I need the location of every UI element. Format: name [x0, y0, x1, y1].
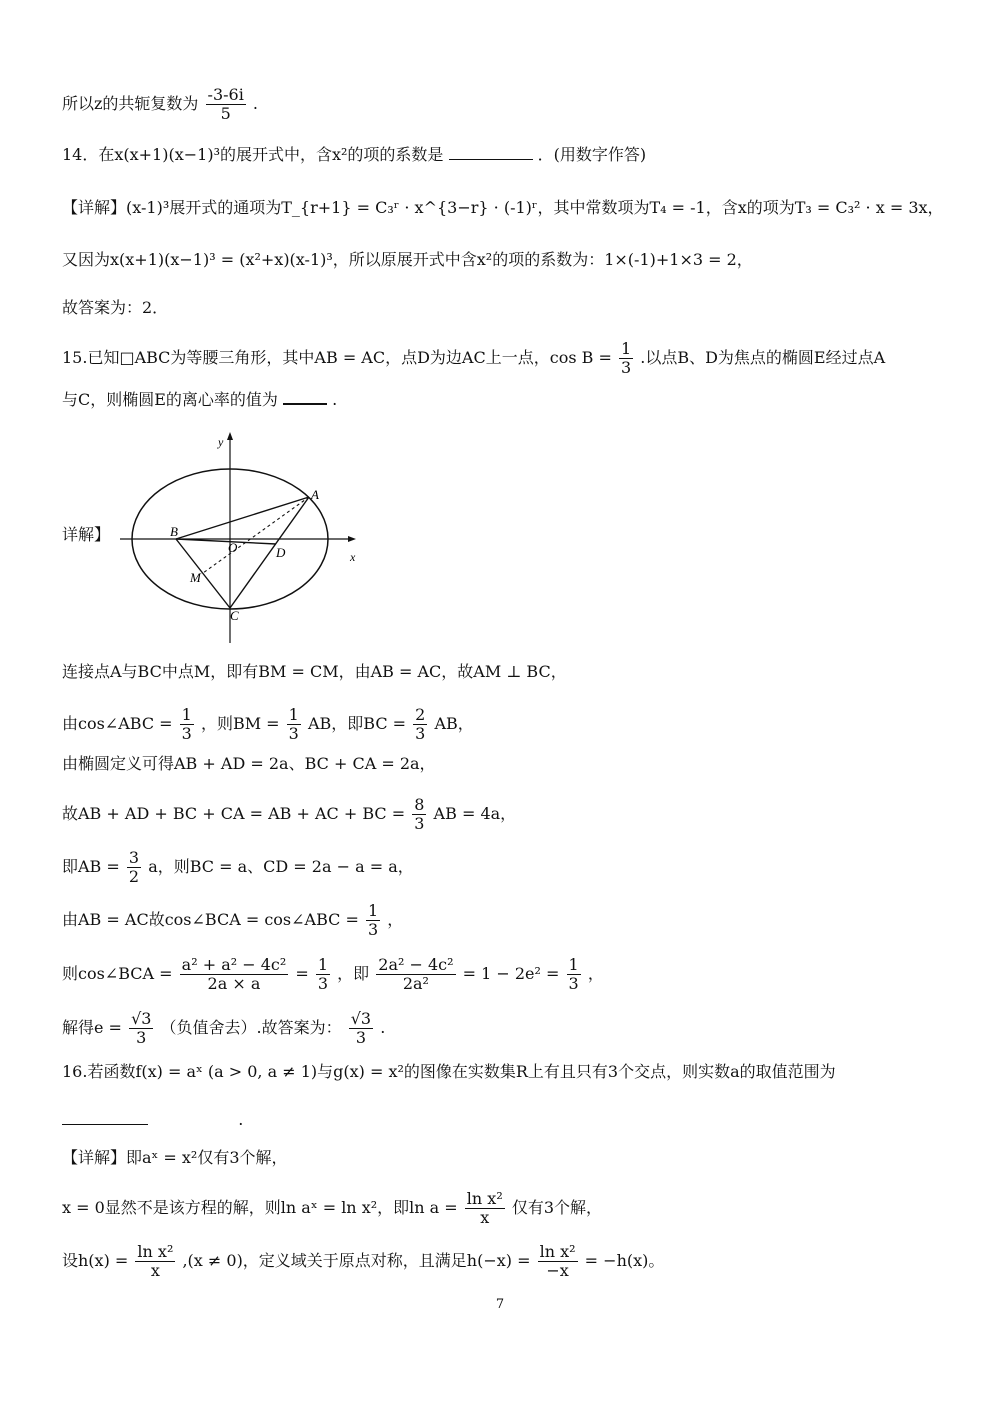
fraction-three-halves: $\frac{3}{2}$ [128, 848, 140, 886]
answer-15-line-1: 连接点A与BC中点M，即有BM = CM，由AB = AC，故AM ⊥ BC， [62, 662, 567, 681]
fraction-one-third-c: $\frac{1}{3}$ [367, 901, 379, 939]
label-B: B [170, 524, 178, 539]
question-15-line-1: 15.已知□ABC为等腰三角形，其中AB = AC，点D为边AC上一点，cos B = $\frac{1}{3}$ .以点B、D为焦点的椭圆E经过点A [62, 339, 886, 377]
segment-BD [176, 539, 276, 544]
answer-14-line-2: 又因为x(x+1)(x−1)³ = (x²+x)(x-1)³，所以原展开式中含x²的项的系数为：1×(-1)+1×3 = 2， [62, 250, 753, 269]
label-O: O [228, 540, 238, 555]
answer-15-line-5: 即AB = $\frac{3}{2}$ a，则BC = a、CD = 2a − a = a， [62, 848, 414, 886]
answer-16-line-1: 【详解】即aˣ = x²仅有3个解， [62, 1148, 288, 1167]
segment-AC [230, 497, 309, 608]
fraction-lnx2-over-x-a: $\frac{\text{ln x²}}{x}$ [466, 1189, 503, 1227]
question-14: 14．在x(x+1)(x−1)³的展开式中，含x²的项的系数是 ．(用数字作答) [62, 145, 647, 164]
label-x: x [350, 550, 356, 564]
fraction-one-third-b: $\frac{1}{3}$ [288, 705, 299, 743]
answer-blank-16 [62, 1108, 148, 1125]
answer-15-line-2: 由cos∠ABC = $\frac{1}{3}$ ，则BM = $\frac{1}{3}$ AB，即BC = $\frac{2}{3}$ AB， [62, 705, 474, 743]
y-axis-arrow [227, 432, 233, 440]
fraction-cos-bca: $\frac{\text{a² + a² − 4c²}}{2a \times a}$ [181, 955, 287, 993]
answer-blank-14 [449, 143, 533, 160]
answer-15-line-4: 故AB + AD + BC + CA = AB + AC + BC = $\frac{8}{3}$ AB = 4a， [62, 795, 517, 833]
fraction-one-third-e: $\frac{1}{3}$ [568, 955, 579, 993]
x-axis-arrow [348, 536, 356, 542]
question-15-line-2: 与C，则椭圆E的离心率的值为 . [62, 387, 337, 411]
label-M: M [190, 570, 201, 585]
answer-14-line-1: 【详解】(x-1)³展开式的通项为T_{r+1} = C₃ʳ · x^{3−r} · (-1)ʳ，其中常数项为T₄ = -1，含x的项为T₃ = C₃² · x = 3x， [62, 198, 944, 217]
fraction-one-third-a: $\frac{1}{3}$ [181, 705, 192, 743]
segment-AM-dashed [203, 497, 309, 573]
label-D: D [276, 545, 286, 560]
fraction-ecc-expr: $\frac{\text{2a² − 4c²}}{\text{2a²}}$ [378, 955, 454, 993]
fraction-lnx2-over-negx: $\frac{\text{ln x²}}{-x}$ [539, 1242, 576, 1280]
answer-14-line-3: 故答案为：2． [62, 298, 169, 317]
fraction-cosB: $\frac{1}{3}$ [620, 339, 632, 377]
label-C: C [230, 608, 239, 623]
question-16-line-2: . [62, 1108, 243, 1131]
answer-16-line-2: x = 0显然不是该方程的解，则ln aˣ = ln x²，即ln a = $\frac{\text{ln x²}}{x}$ 仅有3个解， [62, 1189, 603, 1227]
answer-15-line-6: 由AB = AC故cos∠BCA = cos∠ABC = $\frac{1}{3}$ ， [62, 901, 404, 939]
answer-15-line-3: 由椭圆定义可得AB + AD = 2a、BC + CA = 2a， [62, 754, 436, 773]
line-conjugate: 所以z的共轭复数为 $\frac{-3-6i}{5}$ . [62, 85, 259, 123]
fraction-two-thirds: $\frac{2}{3}$ [415, 705, 426, 743]
fraction-eight-thirds: $\frac{8}{3}$ [414, 795, 425, 833]
answer-15-line-7: 则cos∠BCA = $\frac{\text{a² + a² − 4c²}}{2a \times a}$ = $\frac{1}{3}$ ，即 $\frac{\text{2a² − 4c²}}{\text{2a²}}$ = 1 − 2e² = $\frac{1}{3}$ ， [62, 955, 604, 993]
page-number: 7 [495, 1297, 505, 1312]
segment-BC [176, 539, 230, 608]
fraction-sqrt3-over-3-a: $\frac{√3}{3}$ [131, 1009, 152, 1047]
fraction-sqrt3-over-3-b: $\frac{√3}{3}$ [350, 1009, 372, 1047]
fraction-one-third-d: $\frac{1}{3}$ [317, 955, 329, 993]
answer-15-line-8: 解得e = $\frac{√3}{3}$ （负值舍去）.故答案为： $\frac{√3}{3}$ . [62, 1009, 386, 1047]
ellipse-figure [118, 428, 368, 650]
answer-16-line-3: 设h(x) = $\frac{\text{ln x²}}{x}$ ,(x ≠ 0)，定义域关于原点对称，且满足h(−x) = $\frac{\text{ln x²}}{-x}$ = −h(x)。 [62, 1242, 665, 1280]
label-y: y [218, 435, 224, 449]
label-A: A [311, 487, 319, 502]
segment-BA [176, 497, 309, 539]
fraction-conjugate: $\frac{-3-6i}{5}$ [207, 85, 244, 123]
answer-blank-15 [283, 387, 327, 405]
question-16-line-1: 16.若函数f(x) = aˣ (a > 0, a ≠ 1)与g(x) = x²的图像在实数集R上有且只有3个交点，则实数a的取值范围为 [62, 1062, 836, 1081]
answer-15-label: 详解】 [62, 525, 111, 544]
fraction-lnx2-over-x-b: $\frac{\text{ln x²}}{x}$ [137, 1242, 174, 1280]
